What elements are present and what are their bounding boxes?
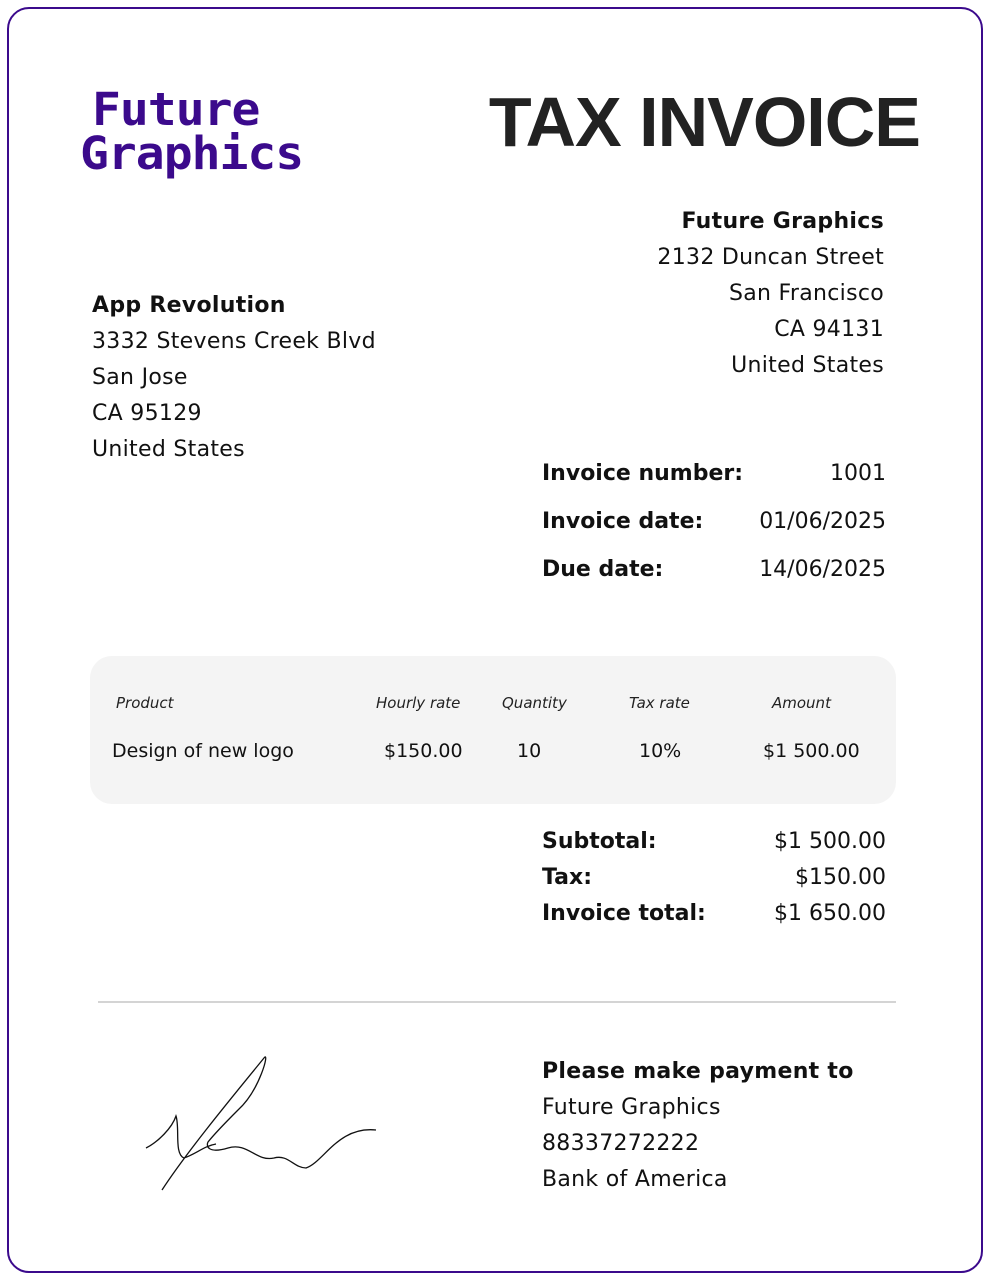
buyer-address bbox=[92, 288, 376, 468]
seller-street: 2132 Duncan Street bbox=[657, 245, 884, 270]
buyer-city: San Jose bbox=[92, 365, 188, 390]
header-tax-rate: Tax rate bbox=[629, 694, 690, 712]
buyer-street: 3332 Stevens Creek Blvd bbox=[92, 329, 376, 354]
header-amount: Amount bbox=[772, 694, 831, 712]
invoice-date-value: 01/06/2025 bbox=[759, 509, 886, 534]
row-amount: $1 500.00 bbox=[763, 740, 860, 762]
subtotal-label: Subtotal: bbox=[542, 829, 657, 854]
payment-bank: Bank of America bbox=[542, 1167, 728, 1192]
invoice-total-row bbox=[542, 896, 886, 932]
divider bbox=[98, 1001, 896, 1003]
seller-name: Future Graphics bbox=[681, 209, 884, 234]
tax-label: Tax: bbox=[542, 865, 593, 890]
buyer-name: App Revolution bbox=[92, 293, 286, 318]
subtotal-value: $1 500.00 bbox=[774, 829, 886, 854]
due-date-label: Due date: bbox=[542, 557, 664, 582]
payment-account: 88337272222 bbox=[542, 1131, 700, 1156]
header-product: Product bbox=[116, 694, 174, 712]
row-tax-rate: 10% bbox=[639, 740, 682, 762]
seller-city: San Francisco bbox=[728, 281, 884, 306]
header-quantity: Quantity bbox=[502, 694, 567, 712]
payment-details bbox=[542, 1054, 854, 1198]
due-date-value: 14/06/2025 bbox=[759, 557, 886, 582]
invoice-number-value: 1001 bbox=[830, 461, 886, 486]
header-hourly-rate: Hourly rate bbox=[376, 694, 461, 712]
buyer-region: CA 95129 bbox=[92, 401, 202, 426]
company-logo bbox=[80, 84, 370, 194]
seller-address bbox=[657, 204, 884, 384]
invoice-total-value: $1 650.00 bbox=[774, 901, 886, 926]
tax-row bbox=[542, 860, 886, 896]
invoice-date-row bbox=[542, 504, 886, 552]
invoice-total-label: Invoice total: bbox=[542, 901, 706, 926]
logo-line-2: Graphics bbox=[80, 127, 304, 181]
seller-region: CA 94131 bbox=[774, 317, 884, 342]
row-quantity: 10 bbox=[517, 740, 542, 762]
invoice-date-label: Invoice date: bbox=[542, 509, 704, 534]
buyer-country: United States bbox=[92, 437, 245, 462]
payment-name: Future Graphics bbox=[542, 1095, 721, 1120]
signature bbox=[138, 1050, 388, 1200]
due-date-row bbox=[542, 552, 886, 600]
logo-line-1: Future bbox=[92, 83, 260, 137]
line-items-table bbox=[90, 656, 896, 804]
invoice-number-label: Invoice number: bbox=[542, 461, 744, 486]
invoice-meta bbox=[542, 456, 886, 600]
row-product: Design of new logo bbox=[112, 740, 294, 762]
document-title: TAX INVOICE bbox=[488, 83, 920, 161]
row-hourly-rate: $150.00 bbox=[384, 740, 463, 762]
invoice-number-row bbox=[542, 456, 886, 504]
tax-value: $150.00 bbox=[795, 865, 886, 890]
seller-country: United States bbox=[731, 353, 884, 378]
payment-heading: Please make payment to bbox=[542, 1059, 854, 1084]
subtotal-row bbox=[542, 824, 886, 860]
invoice-totals bbox=[542, 824, 886, 932]
